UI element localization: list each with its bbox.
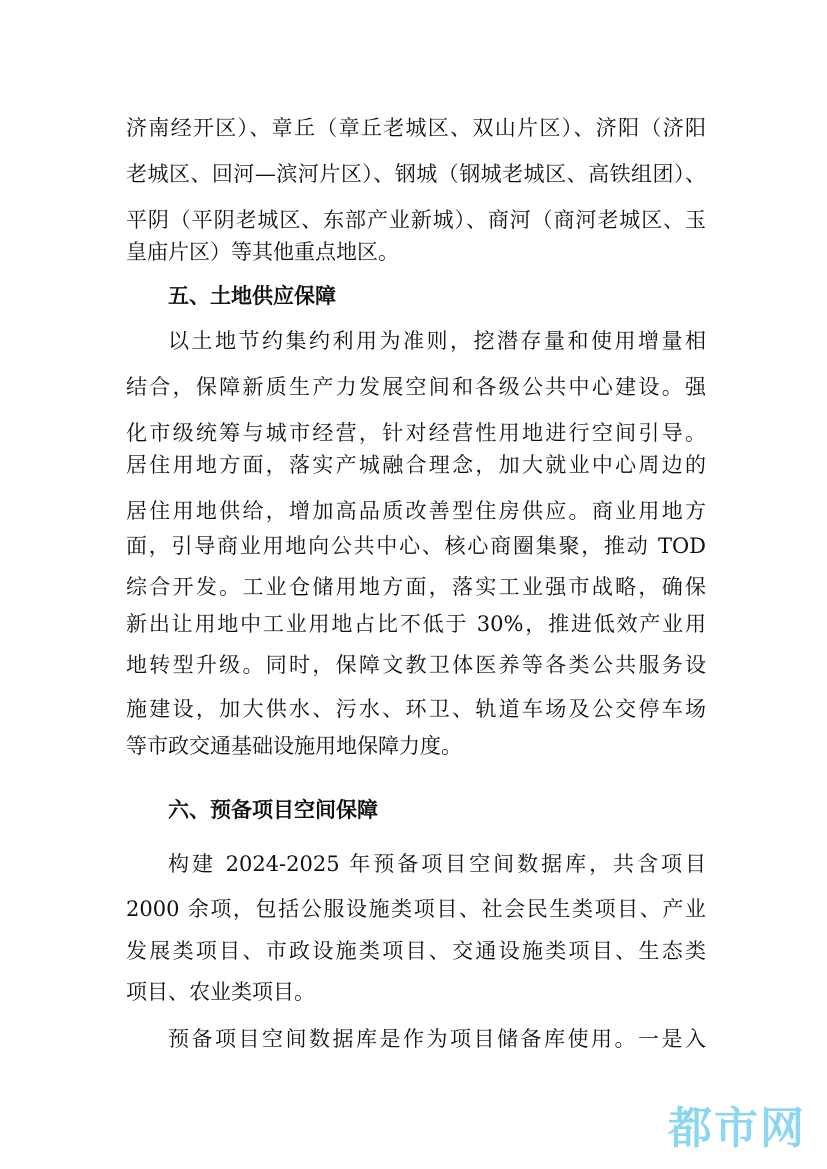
paragraph-line: 综合开发。工业仓储用地方面，落实工业强市战略，确保 [126,575,706,599]
intro-line: 皇庙片区）等其他重点地区。 [126,240,399,264]
paragraph-line: 面，引导商业用地向公共中心、核心商圈集聚，推动 TOD [126,534,706,558]
paragraph-line: 结合，保障新质生产力发展空间和各级公共中心建设。强 [126,375,706,399]
paragraph-line: 居住用地方面，落实产城融合理念，加大就业中心周边的 [126,453,706,477]
paragraph-line: 预备项目空间数据库是作为项目储备库使用。一是入 [168,1027,706,1051]
paragraph-line: 等市政交通基础设施用地保障力度。 [126,734,462,758]
intro-line: 老城区、回河—滨河片区）、钢城（钢城老城区、高铁组团）、 [126,162,706,186]
paragraph-line: 化市级统筹与城市经营，针对经营性用地进行空间引导。 [126,421,706,445]
section-heading: 五、土地供应保障 [168,284,336,308]
paragraph-line: 构建 2024-2025 年预备项目空间数据库，共含项目 [168,852,706,876]
section-heading: 六、预备项目空间保障 [168,798,378,822]
paragraph-line: 施建设，加大供水、污水、环卫、轨道车场及公交停车场 [126,697,706,721]
paragraph-line: 发展类项目、市政设施类项目、交通设施类项目、生态类 [126,939,706,963]
paragraph-line: 地转型升级。同时，保障文教卫体医养等各类公共服务设 [126,653,706,677]
paragraph-line: 居住用地供给，增加高品质改善型住房供应。商业用地方 [126,499,706,523]
intro-line: 平阴（平阴老城区、东部产业新城）、商河（商河老城区、玉 [126,208,706,232]
paragraph-line: 项目、农业类项目。 [126,980,315,1004]
paragraph-line: 新出让用地中工业用地占比不低于 30%，推进低效产业用 [126,612,706,636]
intro-line: 济南经开区）、章丘（章丘老城区、双山片区）、济阳（济阳 [126,116,706,140]
watermark-logo: 都市网 [668,1103,806,1154]
paragraph-line: 以土地节约集约利用为准则，挖潜存量和使用增量相 [168,329,706,353]
paragraph-line: 2000 余项，包括公服设施类项目、社会民生类项目、产业 [126,897,706,921]
